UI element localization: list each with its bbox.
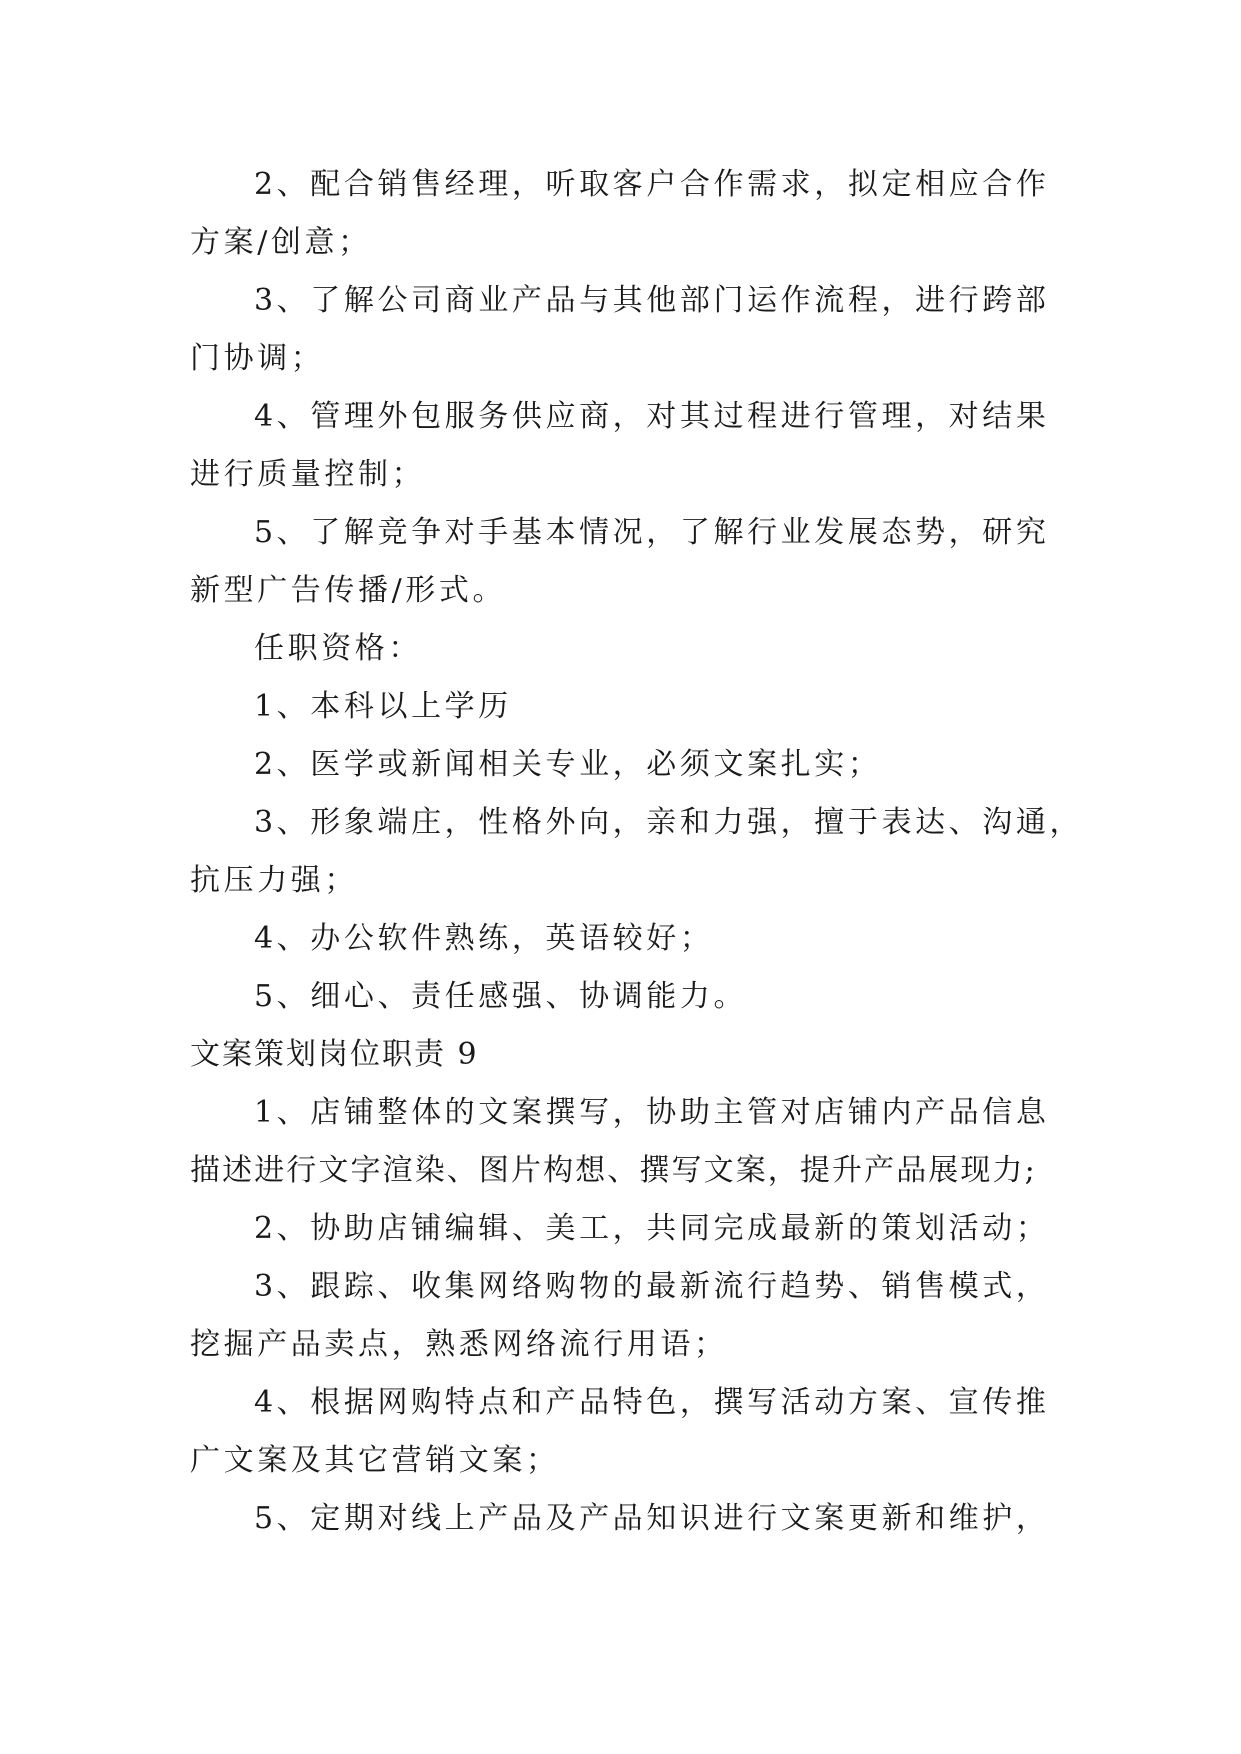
text-line: 新型广告传播/形式。 xyxy=(190,573,507,608)
section-label: 任职资格： xyxy=(254,631,422,666)
text-line: 4、根据网购特点和产品特色，撰写活动方案、宣传推 xyxy=(254,1385,1050,1420)
text-line: 5、细心、责任感强、协调能力。 xyxy=(254,979,748,1014)
text-line: 进行质量控制； xyxy=(190,457,426,492)
text-line: 4、管理外包服务供应商，对其过程进行管理，对结果 xyxy=(254,399,1050,434)
text-line: 1、店铺整体的文案撰写，协助主管对店铺内产品信息 xyxy=(254,1095,1050,1130)
text-line: 2、配合销售经理，听取客户合作需求，拟定相应合作 xyxy=(254,167,1050,202)
text-line: 1、本科以上学历 xyxy=(254,689,512,724)
section-heading: 文案策划岗位职责 9 xyxy=(190,1037,479,1072)
text-line: 3、了解公司商业产品与其他部门运作流程，进行跨部 xyxy=(254,283,1050,318)
text-line: 3、形象端庄，性格外向，亲和力强，擅于表达、沟通， xyxy=(254,805,1084,840)
text-line: 方案/创意； xyxy=(190,225,372,260)
text-line: 描述进行文字渲染、图片构想、撰写文案，提升产品展现力; xyxy=(190,1153,1037,1188)
text-line: 挖掘产品卖点，熟悉网络流行用语； xyxy=(190,1327,728,1362)
text-line: 5、了解竞争对手基本情况，了解行业发展态势，研究 xyxy=(254,515,1050,550)
text-line: 广文案及其它营销文案； xyxy=(190,1443,560,1478)
text-line: 抗压力强； xyxy=(190,863,358,898)
text-line: 5、定期对线上产品及产品知识进行文案更新和维护， xyxy=(254,1501,1050,1536)
text-line: 2、协助店铺编辑、美工，共同完成最新的策划活动； xyxy=(254,1211,1050,1246)
text-line: 3、跟踪、收集网络购物的最新流行趋势、销售模式， xyxy=(254,1269,1050,1304)
text-line: 门协调； xyxy=(190,341,325,376)
text-line: 2、医学或新闻相关专业，必须文案扎实； xyxy=(254,747,882,782)
text-line: 4、办公软件熟练，英语较好； xyxy=(254,921,714,956)
